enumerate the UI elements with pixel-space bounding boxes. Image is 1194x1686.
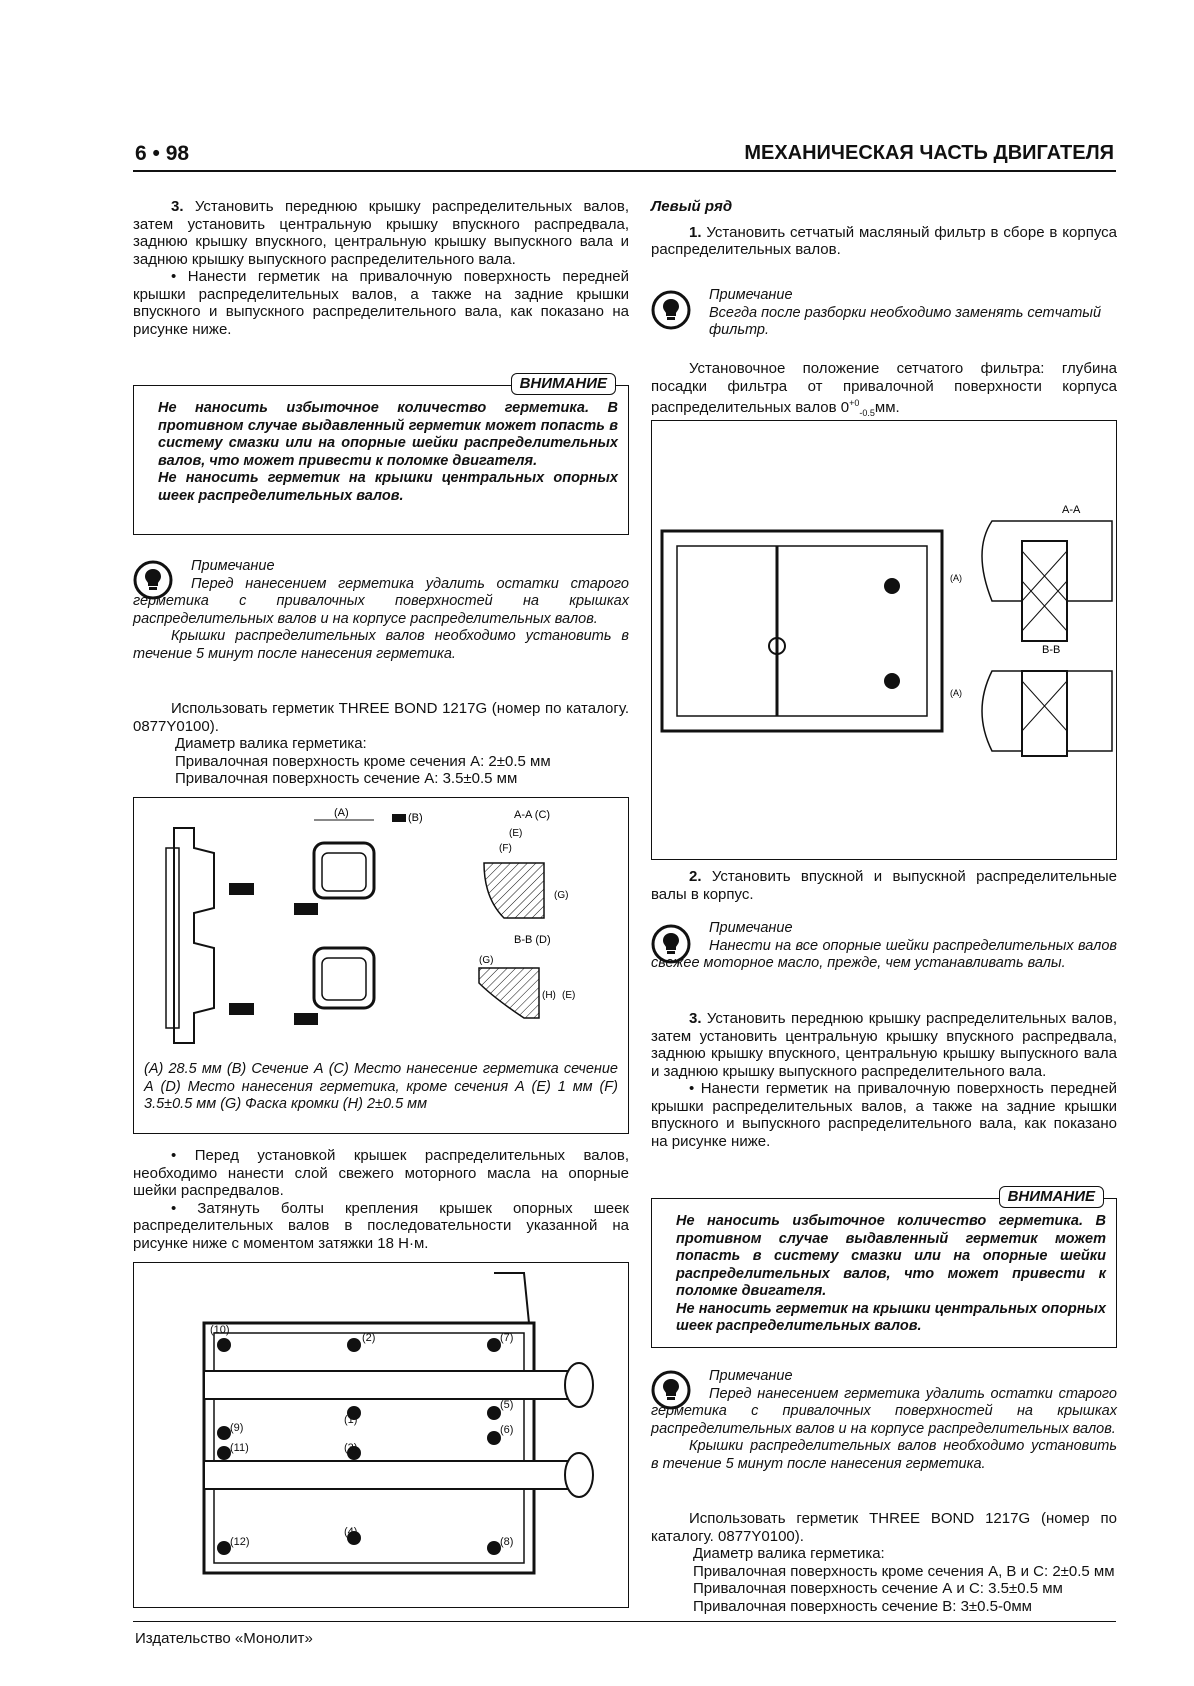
bank-title: Левый ряд (651, 198, 733, 215)
step-text: Установить впускной и выпускной распределительные валы в корпус. (651, 868, 1117, 903)
left-step3 (133, 198, 629, 338)
right-step3 (651, 1010, 1117, 1150)
warning-text-2: Не наносить герметик на крышки центральных опорных шеек распределительных валов. (676, 1300, 1106, 1334)
warning-tag: ВНИМАНИЕ (999, 1186, 1104, 1208)
sealant-line-1: Привалочная поверхность кроме сечения А, В и С: 2±0.5 мм (693, 1562, 1115, 1580)
note-text-1: Перед нанесением герметика удалить остатки старого герметика с привалочных поверхностей на крышках распределительных валов и на корпусе распределительных валов. (133, 575, 629, 627)
label-e: (E) (509, 828, 523, 839)
label-g: (G) (554, 890, 569, 901)
figure-caption: (A) 28.5 мм (B) Сечение А (C) Место нанесение герметика сечение А (D) Место нанесения герметика, кроме сечения А (E) 1 мм (F) 3.5±0.5 мм (G) Фаска кромки (H) 2±0.5 мм (144, 1061, 618, 1112)
bolt-label-2: (2) (362, 1332, 376, 1344)
bolt-label-8: (8) (500, 1536, 514, 1548)
label-e2: (E) (562, 990, 576, 1001)
section-title: МЕХАНИЧЕСКАЯ ЧАСТЬ ДВИГАТЕЛЯ (744, 142, 1114, 164)
sealant-spec (133, 700, 629, 788)
note-title: Примечание (191, 558, 275, 574)
label-a: (A) (950, 573, 962, 583)
sealant-bullet: • Нанести герметик на привалочную поверхность передней крышки распределительных валов, а также на задние крышки впускного и выпускного распределительного вала, как показано на рисунке ниже. (133, 268, 629, 338)
header-rule (133, 170, 1116, 172)
sealant-symbol (229, 1003, 254, 1015)
sealant-line-2: Привалочная поверхность сечение А: 3.5±0.5 мм (175, 770, 518, 787)
sealant-diameter: Диаметр валика герметика: (175, 735, 367, 752)
sealant-bullet: • Нанести герметик на привалочную поверхность передней крышки распределительных валов, а также на задние крышки впускного и выпускного распределительного вала, как показано на рисунке ниже. (651, 1080, 1117, 1150)
bolts-bullet: • Затянуть болты крепления крышек опорных шеек распределительных валов в последовательности указанной на рисунке ниже с моментом затяжки 18 Н·м. (133, 1199, 629, 1252)
note-text: Нанести на все опорные шейки распределительных валов свежее моторное масло, прежде, чем устанавливать валы. (651, 937, 1117, 971)
note-text-1: Перед нанесением герметика удалить остатки старого герметика с привалочных поверхностей на крышках распределительных валов и на корпусе распределительных валов. (651, 1385, 1117, 1437)
bolt-label-12: (12) (230, 1536, 250, 1548)
section-bb-label: B-B (1042, 644, 1061, 656)
label-h: (H) (542, 990, 556, 1001)
note-title: Примечание (709, 920, 793, 936)
label-g2: (G) (479, 955, 494, 966)
bolt-sequence-diagram (134, 1263, 627, 1606)
sealant-use: Использовать герметик THREE BOND 1217G (номер по каталогу. 0877Y0100). (133, 700, 629, 735)
note-title: Примечание (709, 1368, 793, 1384)
bolt-label-4: (4) (344, 1526, 358, 1538)
step-text: Установить сетчатый масляный фильтр в сборе в корпуса распределительных валов. (651, 223, 1117, 258)
step-text: Установить переднюю крышку распределительных валов, затем установить центральную крышку впускного распредвала, заднюю крышку впускного, центральную крышку выпускного вала и заднюю крышку выпускного распределительного вала. (133, 198, 629, 268)
sealant-line-3: Привалочная поверхность сечение В: 3±0.5-0мм (693, 1597, 1032, 1615)
warning-tag: ВНИМАНИЕ (511, 373, 616, 395)
sealant-spec (651, 1510, 1117, 1615)
footer-rule (133, 1621, 1116, 1622)
section-aa-label: A-A (C) (514, 809, 551, 821)
filter-text: Установочное положение сетчатого фильтра: глубина посадки фильтра от привалочной поверхности корпуса распределительных валов 0 (651, 360, 1117, 416)
bolt-label-11: (11) (230, 1442, 249, 1454)
bolt-sequence-figure (133, 1262, 629, 1608)
bolt-label-6: (6) (500, 1424, 514, 1436)
step-number: 3. (689, 1010, 702, 1027)
section-bb-label: B-B (D) (514, 934, 551, 946)
bolt-label-10: (10) (210, 1324, 230, 1336)
filter-sub: -0.5 (859, 408, 875, 418)
warning-box (133, 375, 629, 535)
sealant-symbol (229, 883, 254, 895)
step-text: Установить переднюю крышку распределительных валов, затем установить центральную крышку впускного распредвала, заднюю крышку впускного, центральную крышку выпускного вала и заднюю крышку выпускного распределительного вала. (651, 1010, 1117, 1080)
note-text-2: Крышки распределительных валов необходимо установить в течение 5 минут после нанесения герметика. (133, 628, 629, 662)
filter-unit: мм. (874, 399, 900, 416)
bolt-label-9: (9) (230, 1422, 244, 1434)
label-a: (A) (334, 807, 349, 819)
note-block (651, 1368, 1117, 1473)
sealant-use: Использовать герметик THREE BOND 1217G (номер по каталогу. 0877Y0100). (651, 1510, 1117, 1545)
bolt-label-1: (1) (344, 1414, 358, 1426)
sealant-line-1: Привалочная поверхность кроме сечения А: 2±0.5 мм (175, 752, 551, 770)
publisher: Издательство «Монолит» (135, 1630, 313, 1647)
label-a2: (A) (950, 688, 962, 698)
sealant-diameter: Диаметр валика герметика: (693, 1545, 885, 1562)
right-step1 (651, 198, 1117, 259)
label-f: (F) (499, 843, 512, 854)
note-block (651, 920, 1117, 973)
sealant-diagram (134, 798, 627, 1058)
note-title: Примечание (709, 287, 793, 303)
filter-diagram (652, 421, 1115, 858)
bullets-block (133, 1147, 629, 1252)
bolt-label-5: (5) (500, 1399, 514, 1411)
warning-box (651, 1188, 1117, 1348)
step-number: 3. (171, 198, 184, 215)
legend-b: (B) (408, 812, 423, 824)
filter-sup: +0 (849, 398, 860, 408)
note-text-2: Крышки распределительных валов необходимо установить в течение 5 минут после нанесения герметика. (651, 1438, 1117, 1472)
note-text: Всегда после разборки необходимо заменять сетчатый фильтр. (709, 304, 1102, 338)
bolt-label-7: (7) (500, 1332, 514, 1344)
page-number: 6 • 98 (135, 142, 190, 165)
sealant-line-2: Привалочная поверхность сечение А и С: 3.5±0.5 мм (693, 1580, 1063, 1597)
bolt-label-3: (3) (344, 1442, 358, 1454)
note-block (651, 287, 1117, 340)
note-block (133, 558, 629, 663)
step-number: 1. (689, 223, 702, 241)
filter-position (651, 360, 1117, 423)
section-aa-label: A-A (1062, 504, 1081, 516)
warning-text-1: Не наносить избыточное количество герметика. В противном случае выдавленный герметик может попасть в систему смазки или на опорные шейки распределительных валов, что может привести к поломке двигателя. (158, 400, 618, 469)
filter-figure (651, 420, 1117, 860)
right-step2 (651, 868, 1117, 903)
step-number: 2. (689, 868, 702, 885)
warning-text-1: Не наносить избыточное количество герметика. В противном случае выдавленный герметик может попасть в систему смазки или на опорные шейки распределительных валов, что может привести к поломке двигателя. (676, 1213, 1106, 1299)
sealant-figure (133, 797, 629, 1134)
oil-bullet: • Перед установкой крышек распределительных валов, необходимо нанести слой свежего моторного масла на опорные шейки распредвалов. (133, 1147, 629, 1199)
warning-text-2: Не наносить герметик на крышки центральных опорных шеек распределительных валов. (158, 470, 618, 504)
